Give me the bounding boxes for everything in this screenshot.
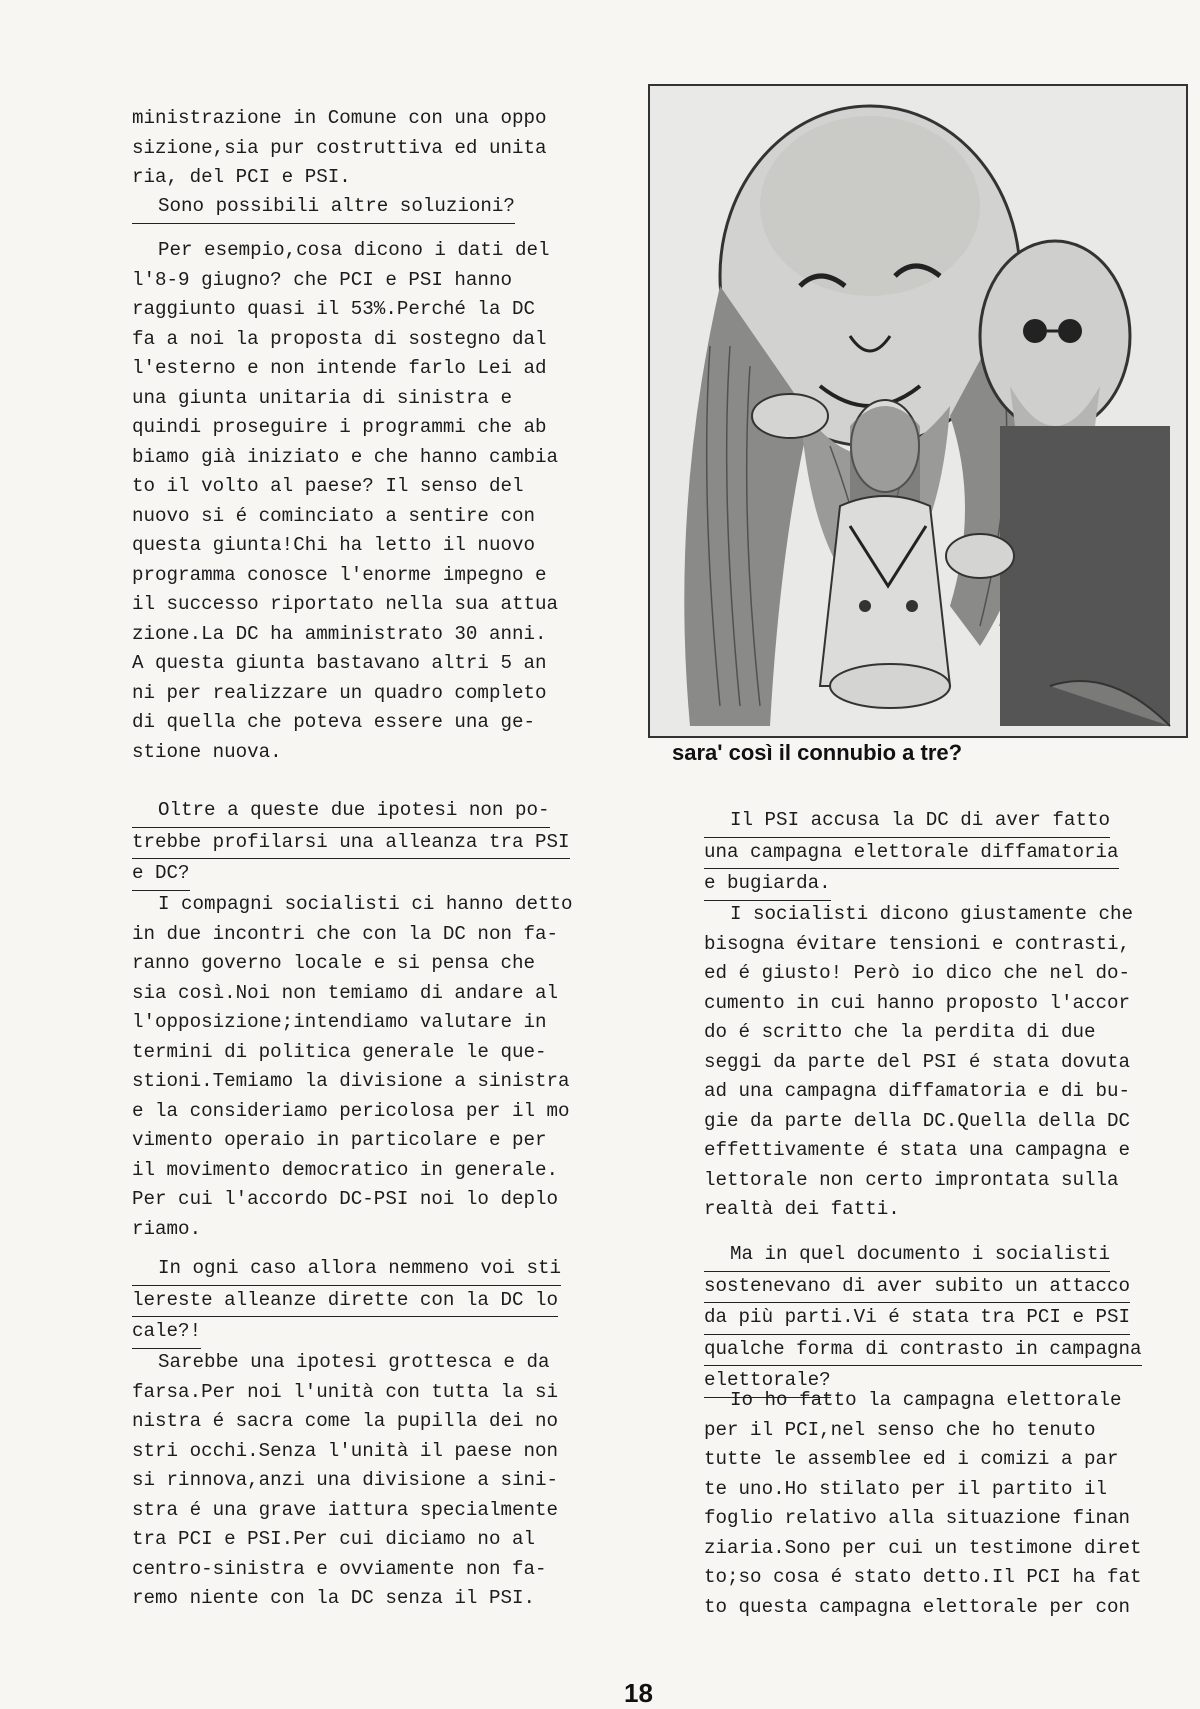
page-number: 18 [624, 1678, 653, 1708]
text-line: stra é una grave iattura specialmente [132, 1498, 559, 1521]
text-line: per il PCI,nel senso che ho tenuto [704, 1418, 1096, 1441]
text-line: bisogna évitare tensioni e contrasti, [704, 932, 1131, 955]
text-line: sizione,sia pur costruttiva ed unita [132, 136, 547, 159]
text-line: Per esempio,cosa dicono i dati del [158, 239, 550, 261]
text-line: nistra é sacra come la pupilla dei no [132, 1410, 559, 1432]
question-line: e DC? [132, 859, 190, 891]
text-line: biamo già iniziato e che hanno cambia [132, 445, 559, 468]
text-line: ministrazione in Comune con una oppo [132, 107, 547, 129]
text-line: ni per realizzare un quadro completo [132, 681, 547, 704]
text-line: farsa.Per noi l'unità con tutta la si [132, 1380, 559, 1403]
question-1 [132, 192, 515, 224]
question-line: da più parti.Vi é stata tra PCI e PSI [704, 1303, 1130, 1335]
text-line: to questa campagna elettorale per con [704, 1595, 1131, 1618]
text-line: fa a noi la proposta di sostegno dal [132, 327, 547, 350]
question-line: e bugiarda. [704, 869, 831, 901]
text-line: il successo riportato nella sua attua [132, 593, 559, 615]
text-line: I compagni socialisti ci hanno detto [158, 893, 573, 915]
text-line: l'8-9 giugno? che PCI e PSI hanno [132, 268, 512, 291]
question-line: trebbe profilarsi una alleanza tra PSI [132, 828, 570, 860]
text-line: ria, del PCI e PSI. [132, 166, 351, 188]
question-3 [132, 1254, 561, 1349]
text-line: Per cui l'accordo DC-PSI noi lo deplo [132, 1188, 559, 1210]
text-line: gie da parte della DC.Quella della DC [704, 1109, 1131, 1132]
text-line: riamo. [132, 1217, 202, 1240]
text-line: termini di politica generale le que- [132, 1040, 547, 1063]
text-line: si rinnova,anzi una divisione a sini- [132, 1469, 559, 1491]
text-line: ranno governo locale e si pensa che [132, 952, 536, 974]
cartoon-drawing [650, 86, 1186, 736]
intro-paragraph [132, 104, 547, 193]
text-line: tra PCI e PSI.Per cui diciamo no al [132, 1528, 536, 1550]
text-line: stioni.Temiamo la divisione a sinistra [132, 1070, 570, 1092]
text-line: zione.La DC ha amministrato 30 anni. [132, 622, 547, 645]
text-line: Io ho fatto la campagna elettorale [730, 1389, 1122, 1411]
question-line: cale?! [132, 1317, 201, 1349]
text-line: I socialisti dicono giustamente che [730, 903, 1134, 925]
text-line: l'opposizione;intendiamo valutare in [132, 1011, 547, 1033]
text-line: cumento in cui hanno proposto l'accor [704, 991, 1131, 1014]
text-line: tutte le assemblee ed i comizi a par [704, 1448, 1119, 1470]
text-line: il movimento democratico in generale. [132, 1158, 559, 1181]
text-line: vimento operaio in particolare e per [132, 1129, 547, 1151]
text-line: remo niente con la DC senza il PSI. [132, 1587, 536, 1609]
text-line: Sarebbe una ipotesi grottesca e da [158, 1351, 550, 1373]
question-4 [704, 806, 1119, 901]
answer-3 [132, 1348, 558, 1614]
text-line: ad una campagna diffamatoria e di bu- [704, 1080, 1131, 1102]
question-line: Oltre a queste due ipotesi non po- [132, 796, 550, 828]
answer-2 [132, 890, 573, 1244]
illustration-caption: sara' così il connubio a tre? [672, 740, 963, 765]
question-line: una campagna elettorale diffamatoria [704, 838, 1119, 870]
text-line: realtà dei fatti. [704, 1198, 900, 1220]
question-line: In ogni caso allora nemmeno voi sti [132, 1254, 561, 1286]
cartoon-illustration [648, 84, 1188, 738]
text-line: programma conosce l'enorme impegno e [132, 563, 547, 586]
text-line: lettorale non certo improntata sulla [704, 1168, 1119, 1191]
text-line: stri occhi.Senza l'unità il paese non [132, 1439, 559, 1462]
text-line: A questa giunta bastavano altri 5 an [132, 652, 547, 674]
text-line: foglio relativo alla situazione finan [704, 1507, 1131, 1529]
text-line: e la consideriamo pericolosa per il mo [132, 1099, 570, 1122]
text-line: do é scritto che la perdita di due [704, 1021, 1096, 1043]
question-line: qualche forma di contrasto in campagna [704, 1335, 1142, 1367]
question-line: lereste alleanze dirette con la DC lo [132, 1286, 558, 1318]
text-line: sia così.Noi non temiamo di andare al [132, 981, 559, 1004]
question-line: Il PSI accusa la DC di aver fatto [704, 806, 1110, 838]
text-line: stione nuova. [132, 740, 282, 763]
text-line: ziaria.Sono per cui un testimone diret [704, 1536, 1142, 1559]
text-line: to il volto al paese? Il senso del [132, 475, 524, 497]
text-line: quindi proseguire i programmi che ab [132, 416, 547, 438]
question-5 [704, 1240, 1142, 1398]
answer-4 [704, 900, 1133, 1225]
question-line: sostenevano di aver subito un attacco [704, 1272, 1130, 1304]
text-line: una giunta unitaria di sinistra e [132, 386, 512, 409]
answer-1 [132, 236, 558, 767]
text-line: di quella che poteva essere una ge- [132, 711, 536, 733]
text-line: l'esterno e non intende farlo Lei ad [132, 357, 547, 379]
text-line: centro-sinistra e ovviamente non fa- [132, 1557, 547, 1580]
text-line: in due incontri che con la DC non fa- [132, 922, 559, 945]
question-line: elettorale? [704, 1366, 831, 1398]
text-line: raggiunto quasi il 53%.Perché la DC [132, 298, 536, 320]
text-line: te uno.Ho stilato per il partito il [704, 1477, 1108, 1500]
text-line: effettivamente é stata una campagna e [704, 1139, 1131, 1161]
answer-5 [704, 1386, 1142, 1622]
text-line: ed é giusto! Però io dico che nel do- [704, 962, 1131, 984]
question-line: Ma in quel documento i socialisti [704, 1240, 1110, 1272]
question-2 [132, 796, 570, 891]
text-line: nuovo si é cominciato a sentire con [132, 504, 536, 527]
text-line: seggi da parte del PSI é stata dovuta [704, 1050, 1131, 1073]
question-line: Sono possibili altre soluzioni? [132, 192, 515, 224]
text-line: questa giunta!Chi ha letto il nuovo [132, 534, 536, 556]
text-line: to;so cosa é stato detto.Il PCI ha fat [704, 1566, 1142, 1588]
